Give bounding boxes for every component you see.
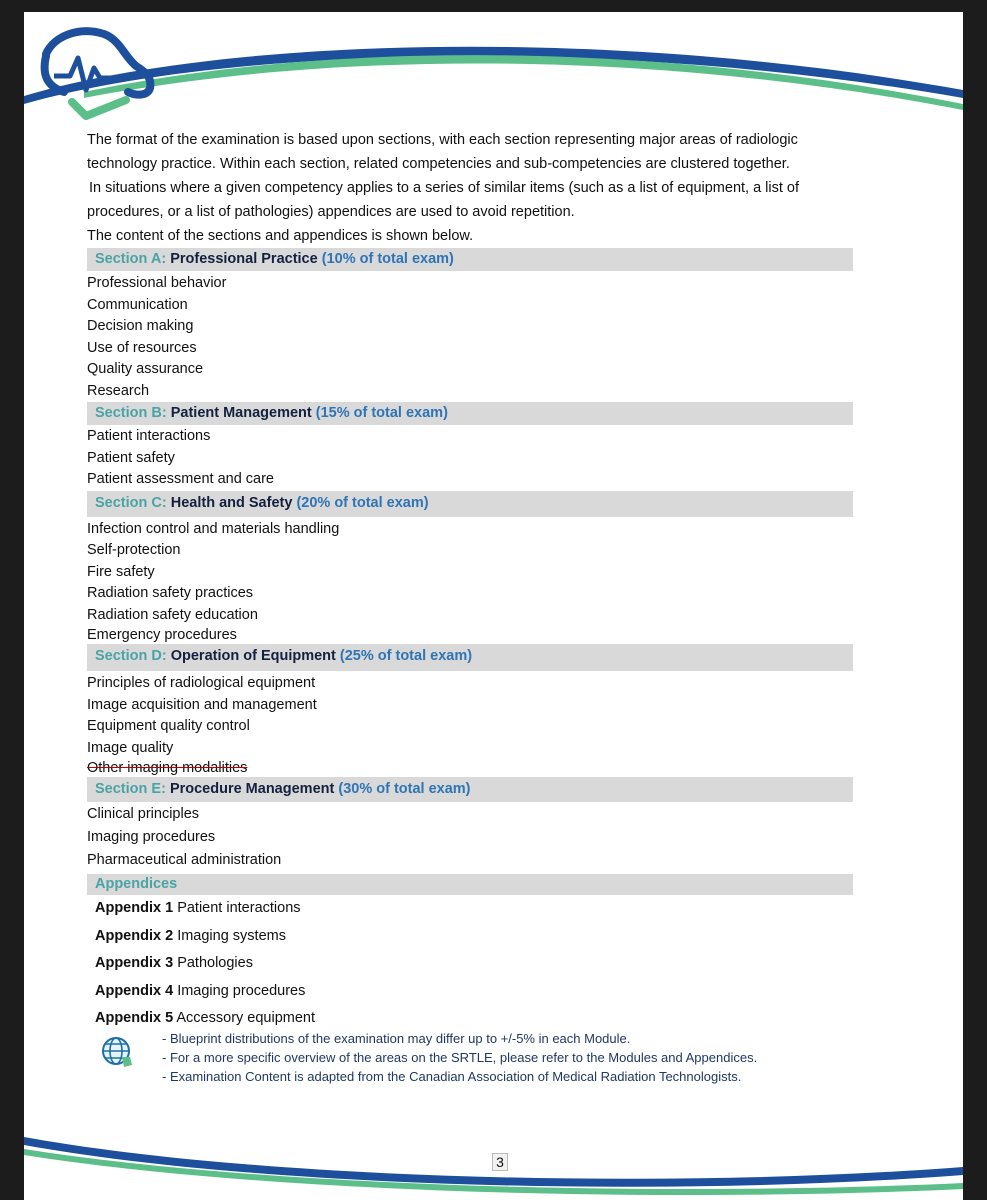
appendix-text: Pathologies	[177, 955, 253, 971]
list-item: Pharmaceutical administration	[87, 852, 282, 868]
appendix-text: Imaging procedures	[177, 982, 306, 999]
list-item: Radiation safety education	[87, 606, 258, 623]
list-item: Image acquisition and management	[87, 696, 317, 713]
section-label: Section B:	[95, 405, 167, 421]
note-item: - Blueprint distributions of the examination may differ up to +/-5% in each Module.	[162, 1031, 631, 1046]
list-item: Emergency procedures	[87, 627, 237, 643]
intro-line: procedures, or a list of pathologies) appendices are used to avoid repetition.	[87, 204, 575, 220]
list-item: Research	[87, 382, 150, 399]
section-percent: (30% of total exam)	[338, 781, 471, 797]
list-item: Use of resources	[87, 339, 197, 356]
appendices-list	[87, 895, 857, 1033]
section-label: Section C:	[95, 494, 167, 511]
list-item: Fire safety	[87, 563, 155, 580]
document-page	[24, 12, 963, 1200]
main-content	[87, 128, 857, 1033]
heartbeat-logo-icon	[24, 16, 164, 126]
list-item: Professional behavior	[87, 275, 227, 291]
appendix-text: Imaging systems	[177, 927, 286, 944]
intro-line: The content of the sections and appendices is shown below.	[87, 228, 474, 244]
appendix-item	[87, 895, 857, 923]
section-e-header	[87, 777, 853, 802]
list-item: Radiation safety practices	[87, 585, 254, 601]
section-title: Procedure Management	[169, 781, 335, 797]
list-item: Clinical principles	[87, 806, 200, 822]
list-item: Equipment quality control	[87, 718, 250, 734]
header-swoosh	[24, 12, 963, 122]
section-a-header	[87, 248, 853, 271]
section-percent: (10% of total exam)	[321, 251, 454, 267]
list-item: Decision making	[87, 318, 194, 334]
list-item: Infection control and materials handling	[87, 520, 340, 537]
section-label: Section D:	[95, 648, 167, 664]
list-item: Patient interactions	[87, 428, 211, 444]
globe-hand-icon	[100, 1035, 136, 1071]
list-item: Communication	[87, 296, 188, 313]
section-label: Section A:	[95, 251, 167, 267]
appendix-item	[87, 923, 857, 951]
list-item: Quality assurance	[87, 361, 204, 377]
list-item: Imaging procedures	[87, 829, 216, 845]
section-percent: (25% of total exam)	[339, 648, 473, 664]
appendix-label: Appendix 4	[95, 982, 174, 999]
appendix-label: Appendix 2	[95, 927, 174, 944]
appendix-label: Appendix 3	[95, 955, 174, 971]
page-number: 3	[492, 1153, 508, 1171]
appendix-text: Patient interactions	[177, 900, 301, 916]
list-item: Patient assessment and care	[87, 471, 274, 487]
appendix-item	[87, 950, 857, 978]
appendix-label: Appendix 5	[95, 1010, 174, 1026]
section-percent: (15% of total exam)	[315, 405, 448, 421]
appendices-header: Appendices	[87, 874, 853, 895]
section-title: Patient Management	[170, 405, 312, 421]
intro-line: In situations where a given competency applies to a series of similar items (such as a list of equipment, a list of	[89, 180, 800, 196]
appendix-item	[87, 978, 857, 1006]
section-title: Health and Safety	[170, 494, 293, 511]
list-item: Principles of radiological equipment	[87, 675, 316, 691]
footnotes	[100, 1029, 900, 1086]
appendix-label: Appendix 1	[95, 900, 174, 916]
intro-line: The format of the examination is based upon sections, with each section representing major areas of radiologic	[87, 132, 798, 148]
list-item: Self-protection	[87, 542, 181, 558]
list-item: Patient safety	[87, 449, 175, 466]
section-percent: (20% of total exam)	[296, 494, 429, 511]
note-item: - Examination Content is adapted from the Canadian Association of Medical Radiation Technologists.	[162, 1069, 742, 1084]
appendix-text: Accessory equipment	[176, 1010, 316, 1026]
section-label: Section E:	[95, 781, 166, 797]
list-item: Image quality	[87, 739, 174, 756]
list-item-struck: Other imaging modalities	[87, 760, 248, 776]
section-title: Operation of Equipment	[170, 648, 336, 664]
section-d-header	[87, 644, 853, 671]
intro-paragraph	[87, 128, 857, 248]
section-c-header	[87, 491, 853, 517]
section-title: Professional Practice	[170, 251, 318, 267]
note-item: - For a more specific overview of the areas on the SRTLE, please refer to the Modules and Appendices.	[162, 1050, 758, 1065]
section-b-header	[87, 402, 853, 425]
intro-line: technology practice. Within each section, related competencies and sub-competencies are clustered together.	[87, 156, 790, 172]
